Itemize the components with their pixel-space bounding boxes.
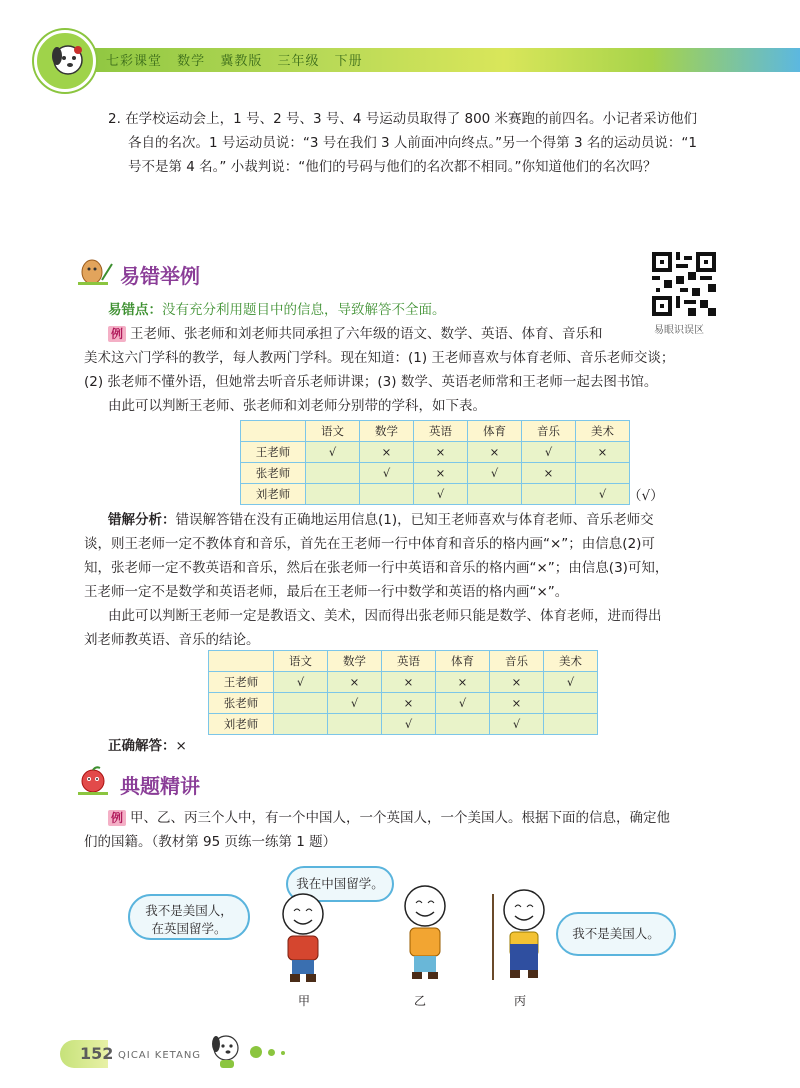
table-cell: × [328, 672, 382, 693]
wrong-answer-mark: （√） [628, 488, 664, 504]
analysis-line-2: 谈，则王老师一定不教体育和音乐，首先在王老师一行中体育和音乐的格内画“×”；由信息(2)可 [84, 536, 655, 552]
table-cell [328, 714, 382, 735]
problem-number: 2. [108, 111, 121, 127]
table-cell: × [360, 442, 414, 463]
table-cell: √ [468, 463, 522, 484]
table-cell: √ [522, 442, 576, 463]
row-header: 张老师 [241, 463, 306, 484]
wrong-answer-table [240, 420, 630, 505]
table-cell: × [490, 672, 544, 693]
example-tag: 例 [108, 326, 126, 342]
table-header: 数学 [360, 421, 414, 442]
mistake-example-line-1: 王老师、张老师和刘老师共同承担了六年级的语文、数学、英语、体育、音乐和 [130, 326, 603, 342]
analysis-line-6: 刘老师教英语、音乐的结论。 [84, 632, 260, 648]
person-bing-icon [490, 884, 556, 984]
mistake-point [108, 298, 446, 318]
dog-mascot-footer-icon [206, 1030, 246, 1070]
speech-bubble-bing: 我不是美国人。 [556, 912, 676, 956]
table-header: 数学 [328, 651, 382, 672]
mistake-example-line-4: 由此可以判断王老师、张老师和刘老师分别带的学科，如下表。 [108, 398, 486, 414]
table-row [209, 714, 598, 735]
footer-brand: QICAI KETANG [118, 1050, 202, 1061]
qr-code-icon[interactable] [652, 252, 716, 316]
person-yi-icon [390, 882, 460, 982]
table-header: 音乐 [522, 421, 576, 442]
table-cell [468, 484, 522, 505]
table-header: 美术 [544, 651, 598, 672]
table-cell: × [490, 693, 544, 714]
table-header: 英语 [414, 421, 468, 442]
label-jia: 甲 [298, 994, 311, 1008]
table-cell: √ [544, 672, 598, 693]
table-cell [274, 714, 328, 735]
table-row [209, 693, 598, 714]
table-cell: × [576, 442, 630, 463]
classic-mascot-icon [78, 766, 114, 796]
table-cell: × [522, 463, 576, 484]
row-header: 刘老师 [241, 484, 306, 505]
table-row [241, 442, 630, 463]
table-cell [576, 463, 630, 484]
bubble-jia-line-1: 我不是美国人， [145, 903, 233, 918]
table-cell: × [414, 442, 468, 463]
table-cell: √ [436, 693, 490, 714]
table-header: 体育 [436, 651, 490, 672]
table-cell: × [414, 463, 468, 484]
header-volume: 下册 [334, 54, 363, 69]
header-series: 七彩课堂 [106, 54, 163, 69]
table-cell [274, 693, 328, 714]
problem-2-line-1: 在学校运动会上，1 号、2 号、3 号、4 号运动员取得了 800 米赛跑的前四名。小记者采访他们 [125, 111, 698, 127]
table-header-row [209, 651, 598, 672]
table-cell [544, 714, 598, 735]
table-header-row [241, 421, 630, 442]
table-cell: √ [306, 442, 360, 463]
mistakes-title: 易错举例 [120, 264, 200, 288]
mistake-point-text: 没有充分利用题目中的信息，导致解答不全面。 [162, 302, 446, 318]
table-cell: × [382, 693, 436, 714]
footer-dot [281, 1051, 285, 1055]
header-edition: 冀教版 [220, 54, 263, 69]
table-header: 音乐 [490, 651, 544, 672]
table-cell: √ [328, 693, 382, 714]
table-cell [522, 484, 576, 505]
table-header: 体育 [468, 421, 522, 442]
row-header: 王老师 [209, 672, 274, 693]
classic-line-1: 甲、乙、丙三个人中，有一个中国人，一个英国人，一个美国人。根据下面的信息，确定他 [130, 810, 671, 826]
table-corner [241, 421, 306, 442]
mistake-example [84, 322, 732, 418]
classic-line-2: 们的国籍。（教材第 95 页练一练第 1 题） [84, 834, 337, 850]
table-cell: × [468, 442, 522, 463]
table-cell: √ [576, 484, 630, 505]
correct-answer-table [208, 650, 598, 735]
classic-example [84, 806, 732, 854]
table-row [241, 484, 630, 505]
footer-dot [250, 1046, 262, 1058]
table-cell [306, 484, 360, 505]
analysis-line-3: 知，张老师一定不教英语和音乐，然后在张老师一行中英语和音乐的格内画“×”；由信息(3)可知， [84, 560, 669, 576]
person-jia-icon [270, 890, 336, 986]
table-corner [209, 651, 274, 672]
bubble-jia-line-2: 在英国留学。 [151, 921, 227, 936]
table-cell: √ [360, 463, 414, 484]
row-header: 张老师 [209, 693, 274, 714]
mistake-example-line-2: 美术这六门学科的教学，每人教两门学科。现在知道：(1) 王老师喜欢与体育老师、音乐老师交谈； [84, 350, 675, 366]
analysis-line-1: 错误解答错在没有正确地运用信息(1)，已知王老师喜欢与体育老师、音乐老师交 [175, 512, 654, 528]
table-header: 语文 [306, 421, 360, 442]
table-row [241, 463, 630, 484]
correct-label: 正确解答： [108, 738, 176, 754]
error-analysis [84, 508, 732, 652]
label-bing: 丙 [514, 994, 527, 1008]
problem-2-line-3: 号不是第 4 名。” 小裁判说：“他们的号码与他们的名次都不相同。”你知道他们的名次吗？ [128, 159, 657, 175]
analysis-line-4: 王老师一定不是数学和英语老师，最后在王老师一行中数学和英语的格内画“×”。 [84, 584, 569, 600]
header-grade: 三年级 [277, 54, 320, 69]
table-cell: √ [490, 714, 544, 735]
row-header: 王老师 [241, 442, 306, 463]
mistake-mascot-icon [78, 256, 114, 286]
table-cell [306, 463, 360, 484]
problem-2 [108, 107, 748, 179]
page-number: 152 [80, 1044, 114, 1063]
analysis-label: 错解分析： [108, 512, 176, 528]
table-header: 英语 [382, 651, 436, 672]
speech-bubble-jia [128, 894, 250, 940]
table-cell: √ [382, 714, 436, 735]
problem-2-line-2: 各自的名次。1 号运动员说：“3 号在我们 3 人前面冲向终点。”另一个得第 3 名的运动员说：“1 [128, 135, 697, 151]
analysis-line-5: 由此可以判断王老师一定是教语文、美术，因而得出张老师只能是数学、体育老师，进而得出 [108, 608, 662, 624]
table-cell [436, 714, 490, 735]
correct-answer [108, 734, 187, 758]
table-cell: √ [274, 672, 328, 693]
header-subject: 数学 [177, 54, 206, 69]
table-row [209, 672, 598, 693]
table-cell: × [436, 672, 490, 693]
example-tag: 例 [108, 810, 126, 826]
table-header: 美术 [576, 421, 630, 442]
speech-bubble-yi: 我在中国留学。 [286, 866, 394, 902]
header-title [106, 50, 373, 69]
table-cell: × [382, 672, 436, 693]
table-cell: √ [414, 484, 468, 505]
row-header: 刘老师 [209, 714, 274, 735]
mistake-point-label: 易错点： [108, 302, 162, 318]
dog-mascot-icon [48, 40, 88, 80]
table-cell [360, 484, 414, 505]
mistake-example-line-3: (2) 张老师不懂外语，但她常去听音乐老师讲课；(3) 数学、英语老师常和王老师一起去图书馆。 [84, 374, 658, 390]
table-header: 语文 [274, 651, 328, 672]
correct-mark: × [175, 738, 187, 754]
qr-caption: 易眼识误区 [654, 325, 704, 336]
table-cell [544, 693, 598, 714]
label-yi: 乙 [414, 994, 427, 1008]
footer-dot [268, 1049, 275, 1056]
classic-title: 典题精讲 [120, 774, 200, 798]
